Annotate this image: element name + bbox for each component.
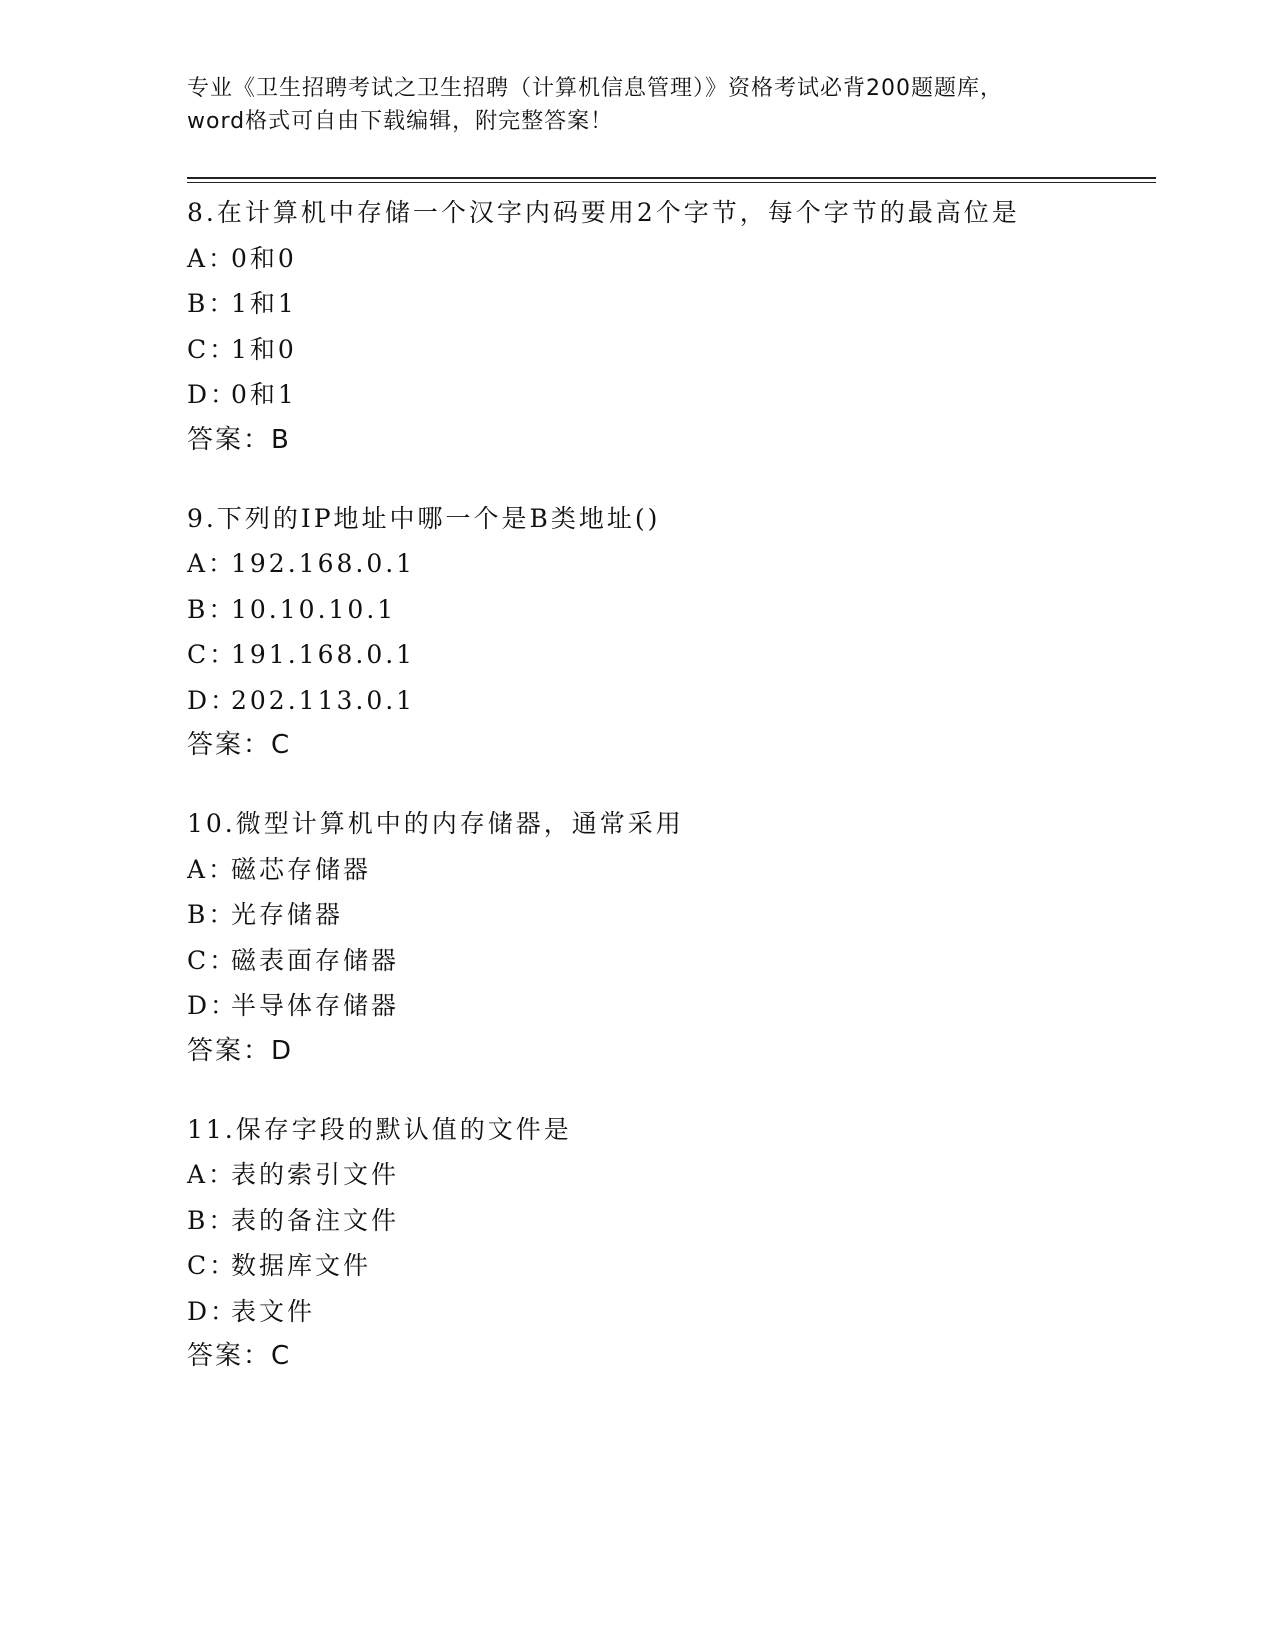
option-b: [187, 281, 1147, 327]
option-c: [187, 938, 1147, 984]
option-letter: C：: [187, 945, 238, 975]
option-text: 1和1: [231, 289, 297, 318]
option-d: [187, 678, 1147, 724]
question-11: [187, 1107, 1147, 1380]
header-line-2: word格式可自由下载编辑，附完整答案！: [187, 109, 614, 134]
option-letter: A：: [187, 243, 237, 273]
header-line-1: 专业《卫生招聘考试之卫生招聘（计算机信息管理）》资格考试必背200题题库，: [187, 76, 1003, 101]
question-list: [187, 190, 1147, 1412]
header-divider-thin: [187, 182, 1156, 183]
answer-line: 答案：C: [187, 730, 292, 760]
option-letter: D：: [187, 380, 239, 409]
option-text: 数据库文件: [231, 1251, 372, 1280]
option-letter: A：: [187, 1160, 237, 1189]
answer-line: 答案：C: [187, 1341, 292, 1371]
option-letter: C：: [187, 1251, 238, 1280]
option-text: 表的索引文件: [231, 1160, 400, 1189]
option-letter: A：: [187, 549, 237, 578]
option-text: 0和1: [231, 380, 297, 409]
option-a: [187, 847, 1147, 893]
option-letter: D：: [187, 685, 239, 715]
option-text: 1和0: [231, 334, 297, 364]
option-b: [187, 892, 1147, 938]
option-c: [187, 632, 1147, 678]
option-c: [187, 327, 1147, 373]
option-text: 磁表面存储器: [231, 945, 400, 975]
option-a: [187, 236, 1147, 282]
option-text: 10.10.10.1: [231, 594, 397, 624]
question-text: 8.在计算机中存储一个汉字内码要用2个字节，每个字节的最高位是: [187, 198, 1020, 227]
option-text: 光存储器: [231, 900, 344, 929]
option-b: [187, 1198, 1147, 1244]
question-text: 10.微型计算机中的内存储器，通常采用: [187, 809, 684, 838]
option-text: 0和0: [231, 243, 297, 273]
option-letter: B：: [187, 289, 237, 318]
option-letter: C：: [187, 334, 238, 364]
option-text: 表的备注文件: [231, 1205, 400, 1235]
option-letter: B：: [187, 900, 237, 929]
option-d: [187, 372, 1147, 418]
option-d: [187, 1289, 1147, 1335]
answer-line: 答案：B: [187, 424, 291, 455]
option-a: [187, 541, 1147, 587]
document-header: [187, 72, 1087, 138]
option-text: 磁芯存储器: [231, 854, 372, 884]
option-a: [187, 1152, 1147, 1198]
option-text: 202.113.0.1: [231, 685, 416, 715]
question-8: [187, 190, 1147, 463]
option-text: 191.168.0.1: [231, 640, 416, 669]
option-letter: B：: [187, 594, 237, 624]
option-letter: A：: [187, 854, 237, 884]
question-10: [187, 801, 1147, 1074]
question-text: 9.下列的IP地址中哪一个是B类地址(): [187, 503, 661, 533]
answer-line: 答案：D: [187, 1035, 294, 1066]
option-d: [187, 983, 1147, 1029]
question-text: 11.保存字段的默认值的文件是: [187, 1114, 572, 1144]
option-letter: C：: [187, 640, 238, 669]
option-text: 192.168.0.1: [231, 549, 416, 578]
option-c: [187, 1243, 1147, 1289]
option-letter: D：: [187, 1296, 239, 1326]
header-divider-thick: [187, 177, 1156, 179]
question-9: [187, 496, 1147, 769]
option-letter: B：: [187, 1205, 237, 1235]
option-text: 表文件: [231, 1296, 316, 1326]
option-letter: D：: [187, 991, 239, 1020]
option-text: 半导体存储器: [231, 991, 400, 1020]
option-b: [187, 587, 1147, 633]
